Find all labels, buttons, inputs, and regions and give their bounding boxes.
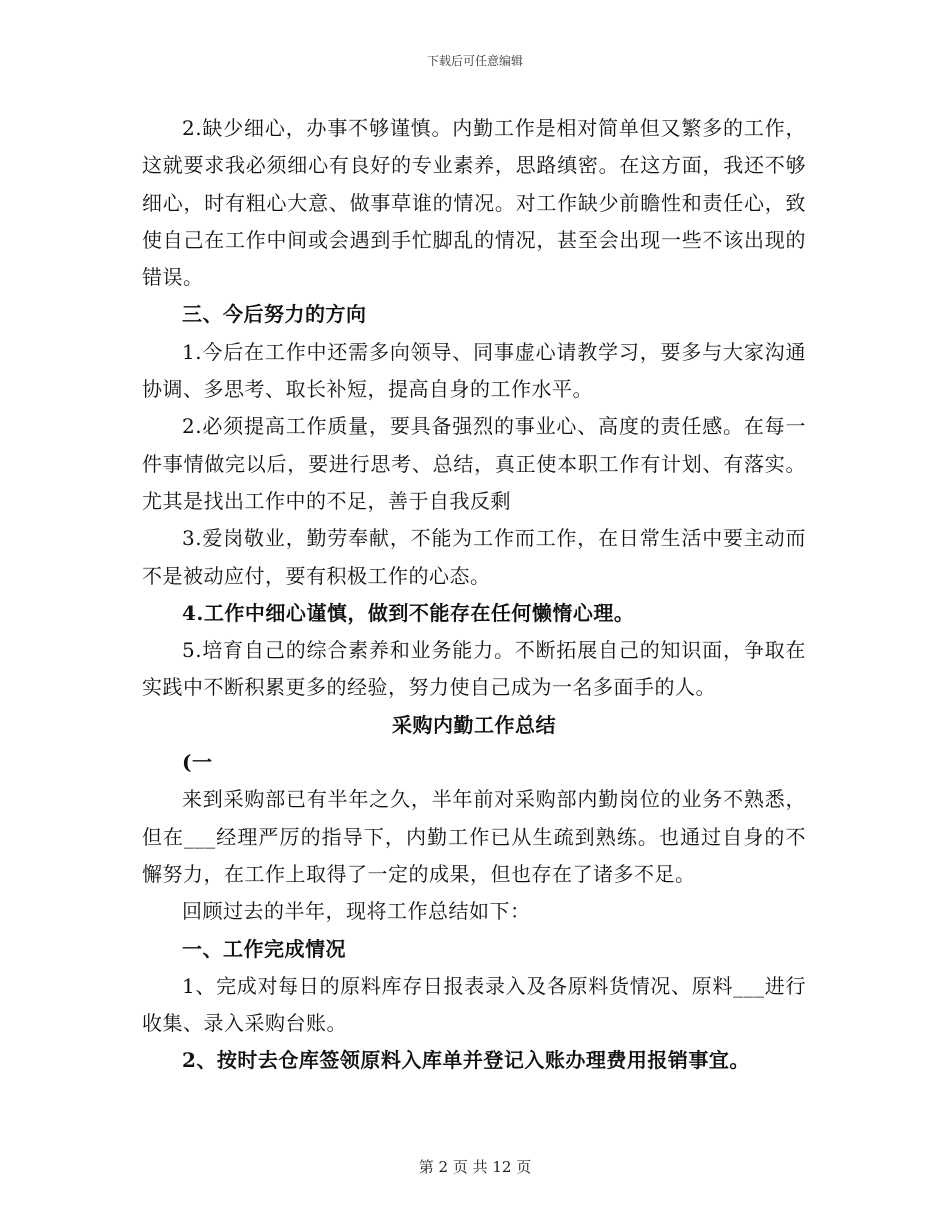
paragraph-direction-3: 3.爱岗敬业，勤劳奉献，不能为工作而工作，在日常生活中要主动而不是被动应付，要有积极工作的心态。 — [142, 526, 806, 588]
section-heading-work-completion: 一、工作完成情况 — [182, 936, 346, 961]
paragraph-intro: 来到采购部已有半年之久，半年前对采购部内勤岗位的业务不熟悉，但在___经理严厉的指导下，内勤工作已从生疏到熟练。也通过自身的不懈努力，在工作上取得了一定的成果，但也存在了诸多不足。 — [142, 787, 806, 886]
document-title: 采购内勤工作总结 — [392, 712, 556, 737]
document-body — [142, 110, 806, 1080]
paragraph-task-1: 1、完成对每日的原料库存日报表录入及各原料货情况、原料___进行收集、录入采购台账。 — [142, 973, 806, 1036]
section-heading-future-direction: 三、今后努力的方向 — [182, 302, 367, 327]
page-header: 下载后可任意编辑 — [426, 54, 523, 68]
subtitle-part-one: (一 — [182, 750, 213, 775]
paragraph-shortcoming-2: 2.缺少细心，办事不够谨慎。内勤工作是相对简单但又繁多的工作，这就要求我必须细心有良好的专业素养，思路缜密。在这方面，我还不够细心，时有粗心大意、做事草谁的情况。对工作缺少前瞻性和责任心，致使自己在工作中间或会遇到手忙脚乱的情况，甚至会出现一些不该出现的错误。 — [142, 116, 806, 290]
paragraph-direction-4: 4.工作中细心谨慎，做到不能存在任何懒惰心理。 — [182, 600, 635, 625]
paragraph-review: 回顾过去的半年，现将工作总结如下： — [182, 899, 531, 924]
page-footer: 第 2 页 共 12 页 — [418, 1158, 532, 1176]
paragraph-direction-2: 2.必须提高工作质量，要具备强烈的事业心、高度的责任感。在每一件事情做完以后，要进行思考、总结，真正使本职工作有计划、有落实。尤其是找出工作中的不足，善于自我反剩 — [142, 414, 806, 513]
paragraph-task-2: 2、按时去仓库签领原料入库单并登记入账办理费用报销事宜。 — [182, 1048, 750, 1073]
paragraph-direction-5: 5.培育自己的综合素养和业务能力。不断拓展自己的知识面，争取在实践中不断积累更多的经验，努力使自己成为一名多面手的人。 — [142, 638, 806, 700]
paragraph-direction-1: 1.今后在工作中还需多向领导、同事虚心请教学习，要多与大家沟通协调、多思考、取长补短，提高自身的工作水平。 — [142, 339, 806, 402]
